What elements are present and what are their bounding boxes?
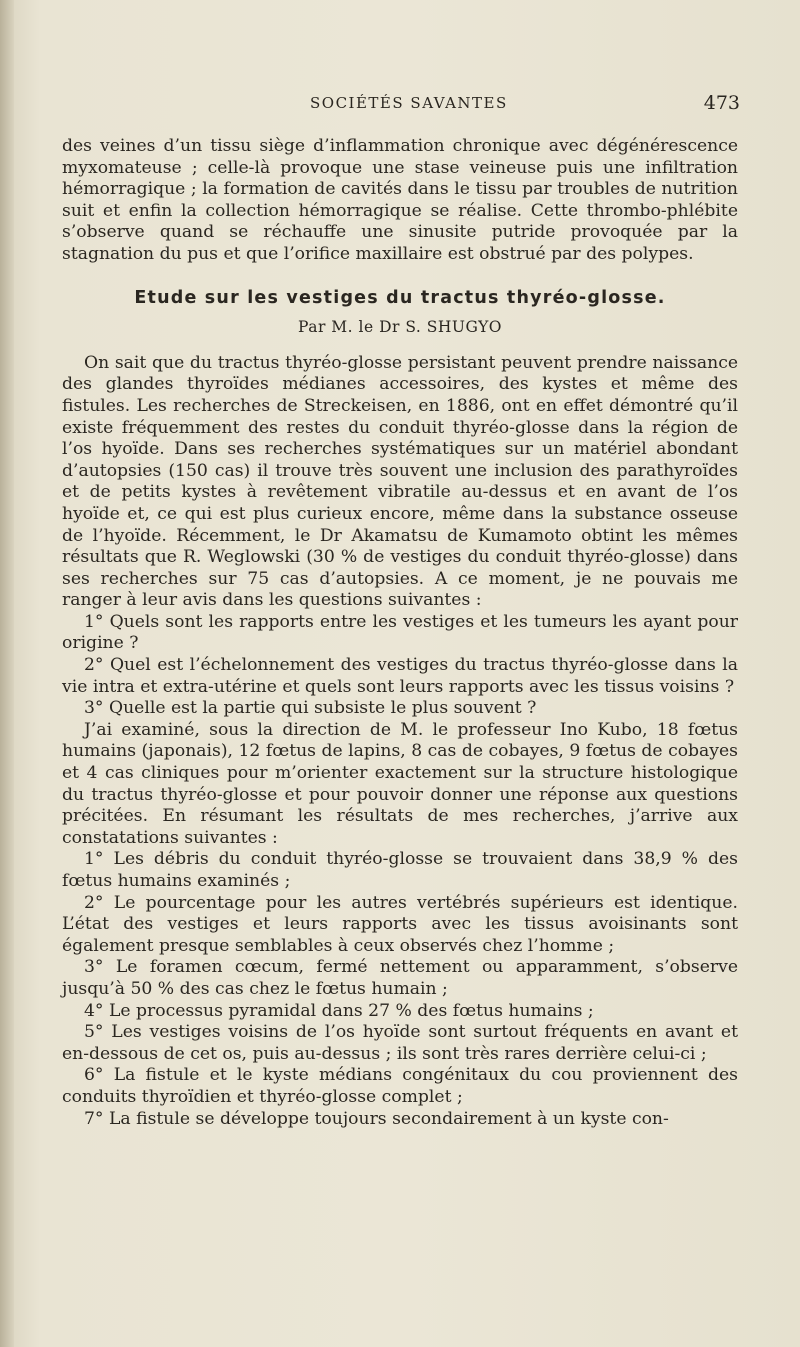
- finding-item: 4° Le processus pyramidal dans 27 % des fœtus humains ;: [84, 1000, 594, 1021]
- binding-gutter: [0, 0, 14, 1347]
- article-byline: Par M. le Dr S. SHUGYO: [297, 318, 503, 337]
- finding-item: 1° Les débris du conduit thyréo-glosse se trouvaient dans 38,9 % des fœtus humains examinés ;: [62, 849, 738, 891]
- question-item: 3° Quelle est la partie qui subsiste le plus souvent ?: [84, 698, 537, 719]
- page-number: 473: [703, 92, 740, 114]
- finding-item: 5° Les vestiges voisins de l’os hyoïde sont surtout fréquents en avant et en-dessous de cet os, puis au-dessus ; ils sont très rares derrière celui-ci ;: [62, 1022, 738, 1064]
- page-header: [70, 94, 740, 118]
- body-paragraph: J’ai examiné, sous la direction de M. le professeur Ino Kubo, 18 fœtus humains (japonais), 12 fœtus de lapins, 8 cas de cobayes, 9 fœtus de cobayes et 4 cas cliniques pour m’orienter exactement sur la structure histologique du tractus thyréo-glosse et pour pouvoir donner une réponse aux questions précitées. En résumant les résultats de mes recherches, j’arrive aux constatations suivantes :: [62, 719, 738, 848]
- body-paragraph: On sait que du tractus thyréo-glosse persistant peuvent prendre naissance des glandes thyroïdes médianes accessoires, des kystes et même des fistules. Les recherches de Streckeisen, en 1886, ont en effet démontré qu’il existe fréquemment des restes du conduit thyréo-glosse dans la région de l’os hyoïde. Dans ses recherches systématiques sur un matériel abondant d’autopsies (150 cas) il trouve très souvent une inclusion des parathyroïdes et de petits kystes à revêtement vibratile au-dessus et en avant de l’os hyoïde et, ce qui est plus curieux encore, même dans la substance osseuse de l’hyoïde. Récemment, le Dr Akamatsu de Kumamoto obtint les mêmes résultats que R. Weglowski (30 % de vestiges du conduit thyréo-glosse) dans ses recherches sur 75 cas d’autopsies. A ce moment, je ne pouvais me ranger à leur avis dans les questions suivantes :: [62, 352, 738, 611]
- finding-item: 6° La fistule et le kyste médians congénitaux du cou proviennent des conduits thyroïdien et thyréo-glosse complet ;: [62, 1065, 738, 1107]
- question-item: 1° Quels sont les rapports entre les vestiges et les tumeurs les ayant pour origine ?: [62, 611, 738, 654]
- article-title: Etude sur les vestiges du tractus thyréo-glosse.: [134, 287, 666, 308]
- page-content: [62, 136, 738, 1130]
- question-item: 2° Quel est l’échelonnement des vestiges du tractus thyréo-glosse dans la vie intra et extra-utérine et quels sont leurs rapports avec les tissus voisins ?: [62, 655, 738, 697]
- finding-item: 3° Le foramen cœcum, fermé nettement ou apparamment, s’observe jusqu’à 50 % des cas chez le fœtus humain ;: [62, 957, 738, 999]
- finding-item: 7° La fistule se développe toujours secondairement à un kyste con-: [84, 1108, 669, 1129]
- running-head: SOCIÉTÉS SAVANTES: [310, 94, 508, 112]
- finding-item: 2° Le pourcentage pour les autres vertébrés supérieurs est identique. L’état des vestiges et leurs rapports avec les tissus avoisinants sont également presque semblables à ceux observés chez l’homme ;: [62, 892, 738, 956]
- intro-paragraph: des veines d’un tissu siège d’inflammation chronique avec dégénérescence myxomateuse ; celle-là provoque une stase veineuse puis une infiltration hémorragique ; la formation de cavités dans le tissu par troubles de nutrition suit et enfin la collection hémorragique se réalise. Cette thrombo-phlébite s’observe quand se réchauffe une sinusite putride provoquée par la stagnation du pus et que l’orifice maxillaire est obstrué par des polypes.: [62, 136, 738, 264]
